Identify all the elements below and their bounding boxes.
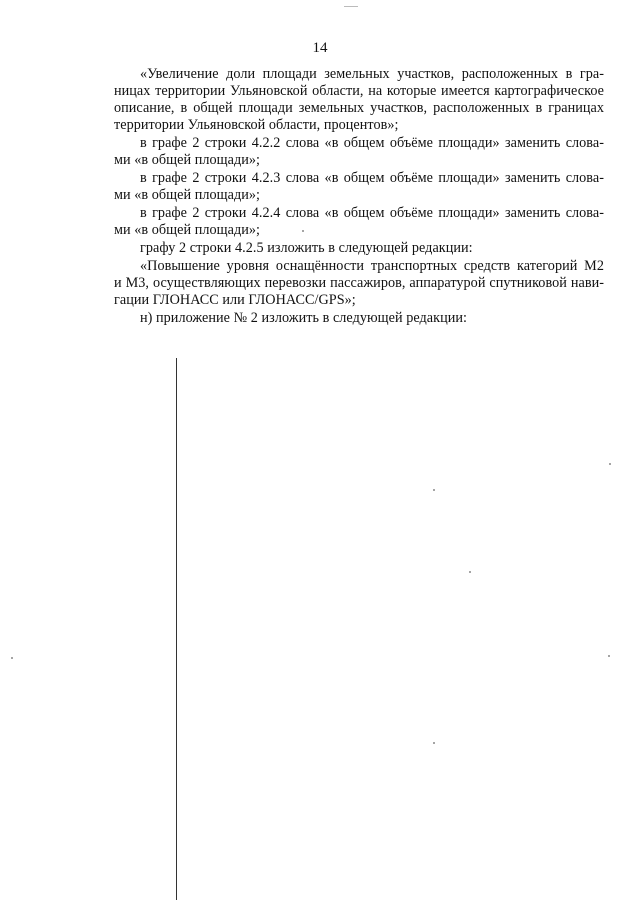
scan-speck: [433, 742, 435, 744]
paragraph-line: ницах территории Ульяновской области, на которые имеется картографическое: [114, 83, 604, 99]
paragraph-line: графу 2 строки 4.2.5 изложить в следующей редакции:: [140, 240, 473, 256]
paragraph-line: и М3, осуществляющих перевозки пассажиров, аппаратурой спутниковой нави-: [114, 275, 604, 291]
page-number: 14: [312, 40, 328, 56]
paragraph-line: «Увеличение доли площади земельных участков, расположенных в гра-: [140, 66, 604, 82]
paragraph-line: н) приложение № 2 изложить в следующей редакции:: [140, 310, 467, 326]
paragraph-line: описание, в общей площади земельных участков, расположенных в границах: [114, 100, 604, 116]
table-left-border: [176, 358, 177, 900]
scan-speck: [433, 489, 435, 491]
scan-speck: [302, 230, 304, 232]
scan-speck: [11, 657, 13, 659]
scan-speck: [609, 463, 611, 465]
paragraph-line: ми «в общей площади»;: [114, 187, 261, 203]
paragraph-line: в графе 2 строки 4.2.3 слова «в общем объёме площади» заменить слова-: [140, 170, 604, 186]
scan-speck: [469, 571, 471, 573]
scan-speck: [608, 655, 610, 657]
paragraph-line: ми «в общей площади»;: [114, 222, 261, 238]
paragraph-line: в графе 2 строки 4.2.4 слова «в общем объёме площади» заменить слова-: [140, 205, 604, 221]
paragraph-line: «Повышение уровня оснащённости транспортных средств категорий М2: [140, 258, 604, 274]
paragraph-line: территории Ульяновской области, процентов»;: [114, 117, 399, 133]
paragraph-line: ми «в общей площади»;: [114, 152, 261, 168]
paragraph-line: гации ГЛОНАСС или ГЛОНАСС/GPS»;: [114, 292, 356, 308]
paragraph-line: в графе 2 строки 4.2.2 слова «в общем объёме площади» заменить слова-: [140, 135, 604, 151]
scan-mark: [344, 6, 358, 7]
